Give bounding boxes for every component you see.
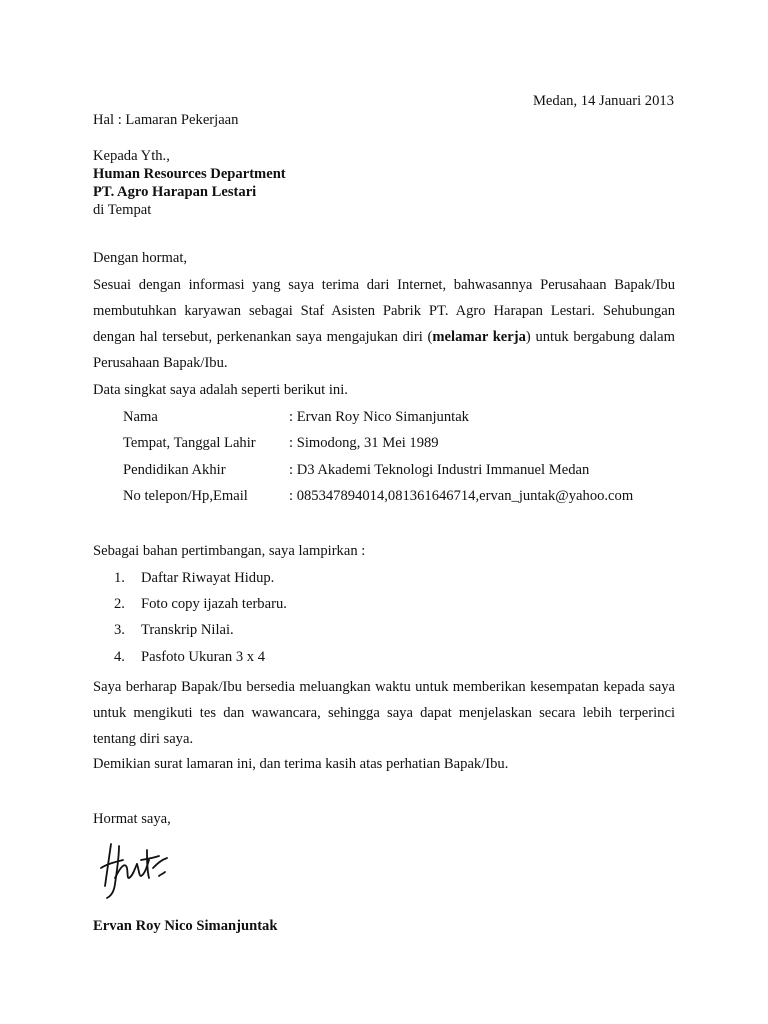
personal-label: Tempat, Tanggal Lahir: [123, 435, 256, 451]
closing-sentence: Demikian surat lamaran ini, dan terima kasih atas perhatian Bapak/Ibu.: [93, 756, 509, 772]
intro-paragraph: [93, 272, 675, 376]
list-item-number: 4.: [114, 649, 125, 665]
regards: Hormat saya,: [93, 811, 171, 827]
place-date: Medan, 14 Januari 2013: [532, 93, 674, 109]
personal-value: : Ervan Roy Nico Simanjuntak: [289, 409, 469, 425]
subject-line: Hal : Lamaran Pekerjaan: [93, 112, 239, 128]
personal-label: Pendidikan Akhir: [123, 462, 226, 478]
personal-label: No telepon/Hp,Email: [123, 488, 248, 504]
intro-text-after: ) untuk bergabung dalam Perusahaan Bapak/Ibu.: [93, 329, 675, 371]
intro-bold-text: melamar kerja: [432, 329, 526, 345]
list-item-number: 1.: [114, 570, 125, 586]
recipient-location: di Tempat: [93, 202, 152, 218]
salutation: Dengan hormat,: [93, 250, 188, 266]
signer-name: Ervan Roy Nico Simanjuntak: [93, 918, 278, 934]
intro-text-before: Sesuai dengan informasi yang saya terima dari Internet, bahwasannya Perusahaan Bapak/Ibu membutuhkan karyawan sebagai Staf Asisten Pabrik PT. Agro Harapan Lestari. Sehubungan dengan hal tersebut, perkenankan saya mengajukan diri (: [93, 277, 675, 345]
personal-value: : D3 Akademi Teknologi Industri Immanuel Medan: [289, 462, 590, 478]
list-item: Pasfoto Ukuran 3 x 4: [141, 649, 266, 665]
list-item-number: 2.: [114, 596, 125, 612]
recipient-company: PT. Agro Harapan Lestari: [93, 184, 257, 200]
recipient-greeting: Kepada Yth.,: [93, 148, 170, 164]
list-item: Transkrip Nilai.: [141, 622, 234, 638]
hope-paragraph: Saya berharap Bapak/Ibu bersedia meluangkan waktu untuk memberikan kesempatan kepada saya untuk mengikuti tes dan wawancara, sehingga saya dapat menjelaskan secara lebih terperinci tentang diri saya.: [93, 679, 675, 747]
personal-value: : Simodong, 31 Mei 1989: [289, 435, 439, 451]
personal-value: : 085347894014,081361646714,ervan_juntak@yahoo.com: [289, 488, 634, 504]
list-item: Daftar Riwayat Hidup.: [141, 570, 275, 586]
attachments-intro: Sebagai bahan pertimbangan, saya lampirkan :: [93, 543, 366, 559]
signature-image: [97, 838, 175, 902]
list-item-number: 3.: [114, 622, 125, 638]
list-item: Foto copy ijazah terbaru.: [141, 596, 287, 612]
data-intro: Data singkat saya adalah seperti berikut ini.: [93, 382, 348, 398]
recipient-department: Human Resources Department: [93, 166, 286, 182]
personal-label: Nama: [123, 409, 158, 425]
